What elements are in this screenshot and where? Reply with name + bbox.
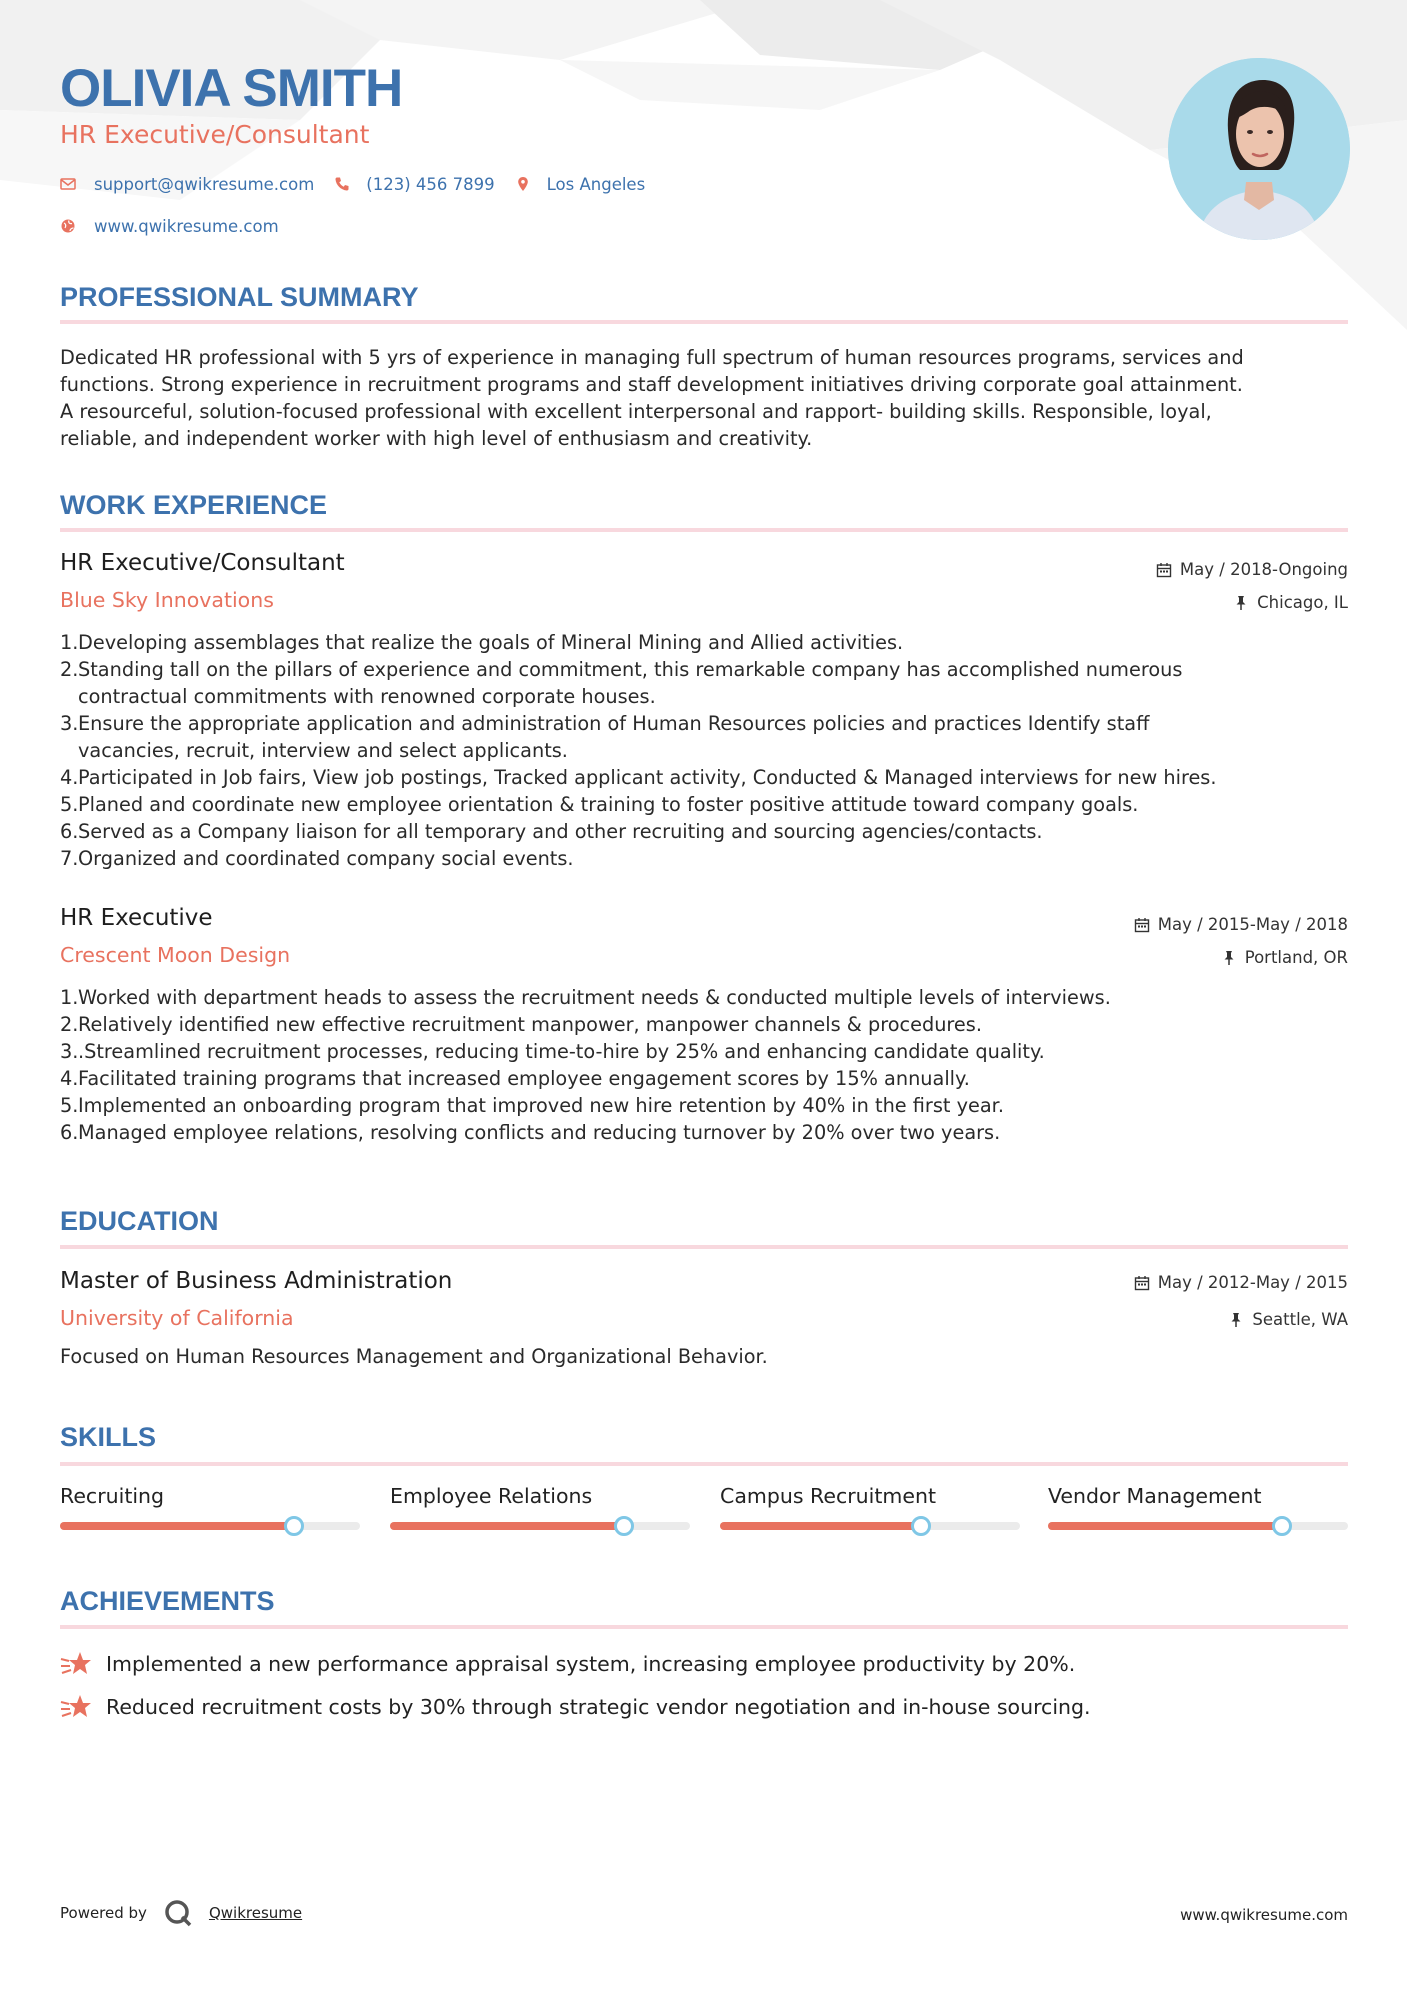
item-text: Implemented an onboarding program that improved new hire retention by 40% in the first year. (78, 1094, 1004, 1117)
summary-paragraph (60, 344, 1348, 452)
job-dates (1134, 915, 1348, 934)
list-item (60, 984, 1348, 1011)
skill-name: Recruiting (60, 1484, 165, 1508)
section-title-skills: SKILLS (60, 1422, 157, 1452)
item-number: 7. (60, 847, 79, 870)
item-number: 1. (60, 986, 79, 1009)
footer-website[interactable]: www.qwikresume.com (1180, 1906, 1348, 1924)
shooting-star-icon (60, 1649, 92, 1679)
item-number: 2. (60, 658, 79, 681)
item-text: Facilitated training programs that increased employee engagement scores by 15% annually. (78, 1067, 970, 1090)
shooting-star-icon (60, 1692, 92, 1722)
list-item (60, 845, 1348, 872)
item-number: 2. (60, 1013, 79, 1036)
achievement-item (60, 1692, 1091, 1722)
job-location (1233, 593, 1348, 612)
dates-text: May / 2018-Ongoing (1179, 560, 1348, 579)
section-title-education: EDUCATION (60, 1206, 219, 1236)
phone-icon (334, 176, 350, 192)
item-text: Managed employee relations, resolving conflicts and reducing turnover by 20% over two years. (78, 1121, 1001, 1144)
item-number: 5. (60, 1094, 79, 1117)
item-text: .Streamlined recruitment processes, reducing time-to-hire by 25% and enhancing candidate quality. (78, 1040, 1045, 1063)
item-text: contractual commitments with renowned corporate houses. (78, 685, 656, 708)
section-divider (60, 1462, 1348, 1466)
item-number: 3. (60, 1040, 79, 1063)
calendar-icon (1134, 917, 1150, 933)
job-duties-list (60, 984, 1348, 1146)
item-number: 4. (60, 1067, 79, 1090)
section-divider (60, 1625, 1348, 1629)
footer-powered-by (60, 1898, 302, 1928)
list-item (60, 1065, 1348, 1092)
item-text: Served as a Company liaison for all temporary and other recruiting and sourcing agencies/contacts. (78, 820, 1043, 843)
achievement-item (60, 1649, 1075, 1679)
summary-line: reliable, and independent worker with high level of enthusiasm and creativity. (60, 427, 813, 450)
calendar-icon (1134, 1275, 1150, 1291)
skill-level-knob (911, 1516, 931, 1536)
item-number: 1. (60, 631, 79, 654)
skill-level-fill (60, 1522, 294, 1530)
item-text: Participated in Job fairs, View job postings, Tracked applicant activity, Conducted & Managed interviews for new hires. (78, 766, 1217, 789)
skill-name: Employee Relations (390, 1484, 593, 1508)
candidate-name: OLIVIA SMITH (60, 59, 403, 118)
list-item (60, 1092, 1348, 1119)
item-number: 6. (60, 1121, 79, 1144)
powered-by-label: Powered by (60, 1904, 147, 1922)
skill-level-fill (1048, 1522, 1282, 1530)
candidate-role: HR Executive/Consultant (60, 120, 370, 149)
summary-line: functions. Strong experience in recruitment programs and staff development initiatives driving corporate goal attainment. (60, 373, 1243, 396)
phone-contact[interactable] (334, 175, 494, 194)
pushpin-icon (1233, 595, 1249, 611)
pushpin-icon (1228, 1312, 1244, 1328)
envelope-icon (60, 176, 76, 192)
qwikresume-logo-icon (163, 1898, 193, 1928)
phone-text: (123) 456 7899 (366, 174, 495, 194)
section-divider (60, 320, 1348, 324)
company-name: Crescent Moon Design (60, 943, 291, 967)
dates-text: May / 2015-May / 2018 (1157, 915, 1348, 934)
section-title-experience: WORK EXPERIENCE (60, 490, 328, 520)
email-contact[interactable] (60, 175, 314, 194)
profile-photo (1168, 58, 1350, 240)
item-number: 6. (60, 820, 79, 843)
item-text: Relatively identified new effective recruitment manpower, manpower channels & procedures. (78, 1013, 982, 1036)
achievement-text: Implemented a new performance appraisal system, increasing employee productivity by 20%. (106, 1652, 1076, 1676)
job-location (1221, 948, 1348, 967)
summary-line: A resourceful, solution-focused professional with excellent interpersonal and rapport- building skills. Responsible, loyal, (60, 400, 1212, 423)
contact-row-web (60, 213, 299, 239)
website-text: www.qwikresume.com (94, 216, 279, 236)
contact-row (60, 171, 665, 197)
section-title-summary: PROFESSIONAL SUMMARY (60, 282, 419, 312)
section-divider (60, 528, 1348, 532)
map-pin-icon (515, 176, 531, 192)
list-item (60, 1011, 1348, 1038)
education-location (1228, 1310, 1348, 1329)
skill-level-fill (720, 1522, 921, 1530)
calendar-icon (1156, 562, 1172, 578)
education-dates (1134, 1273, 1348, 1292)
list-item (60, 791, 1348, 818)
skill-name: Campus Recruitment (720, 1484, 937, 1508)
company-name: Blue Sky Innovations (60, 588, 274, 612)
item-text: Standing tall on the pillars of experience and commitment, this remarkable company has accomplished numerous (78, 658, 1183, 681)
item-text: Worked with department heads to assess the recruitment needs & conducted multiple levels of interviews. (78, 986, 1111, 1009)
location-text: Seattle, WA (1252, 1310, 1348, 1329)
item-number: 5. (60, 793, 79, 816)
item-text: vacancies, recruit, interview and select applicants. (78, 739, 568, 762)
location-text: Los Angeles (546, 174, 646, 194)
section-divider (60, 1245, 1348, 1249)
item-text: Organized and coordinated company social events. (78, 847, 574, 870)
job-duties-list (60, 629, 1348, 872)
item-text: Ensure the appropriate application and administration of Human Resources policies and practices Identify staff (78, 712, 1150, 735)
skill-level-knob (614, 1516, 634, 1536)
summary-line: Dedicated HR professional with 5 yrs of experience in managing full spectrum of human resources programs, services and (60, 346, 1244, 369)
location-contact (515, 175, 646, 194)
location-text: Portland, OR (1244, 948, 1348, 967)
degree-title: Master of Business Administration (60, 1268, 453, 1294)
portrait-illustration (1168, 58, 1350, 240)
skill-level-knob (1272, 1516, 1292, 1536)
list-item (60, 1119, 1348, 1146)
job-dates (1156, 560, 1348, 579)
item-number: 3. (60, 712, 79, 735)
globe-icon (60, 218, 76, 234)
skill-level-knob (284, 1516, 304, 1536)
list-item (60, 1038, 1348, 1065)
email-text: support@qwikresume.com (94, 174, 315, 194)
item-text: Planed and coordinate new employee orientation & training to foster positive attitude toward company goals. (78, 793, 1139, 816)
location-text: Chicago, IL (1257, 593, 1348, 612)
list-item (60, 710, 1348, 764)
school-name: University of California (60, 1306, 294, 1330)
list-item (60, 764, 1348, 791)
dates-text: May / 2012-May / 2015 (1157, 1273, 1348, 1292)
list-item (60, 629, 1348, 656)
skill-name: Vendor Management (1048, 1484, 1262, 1508)
skill-level-bar (1048, 1522, 1348, 1530)
job-title: HR Executive (60, 905, 213, 931)
skill-level-fill (390, 1522, 624, 1530)
skill-level-bar (60, 1522, 360, 1530)
section-title-achievements: ACHIEVEMENTS (60, 1586, 275, 1616)
education-description: Focused on Human Resources Management and Organizational Behavior. (60, 1345, 768, 1368)
pushpin-icon (1221, 950, 1237, 966)
item-number: 4. (60, 766, 79, 789)
list-item (60, 818, 1348, 845)
job-title: HR Executive/Consultant (60, 550, 345, 576)
skill-level-bar (720, 1522, 1020, 1530)
list-item (60, 656, 1348, 710)
website-contact[interactable] (60, 217, 279, 236)
brand-link[interactable]: Qwikresume (208, 1904, 303, 1922)
achievement-text: Reduced recruitment costs by 30% through strategic vendor negotiation and in-house sourcing. (106, 1695, 1091, 1719)
skill-level-bar (390, 1522, 690, 1530)
item-text: Developing assemblages that realize the goals of Mineral Mining and Allied activities. (78, 631, 904, 654)
